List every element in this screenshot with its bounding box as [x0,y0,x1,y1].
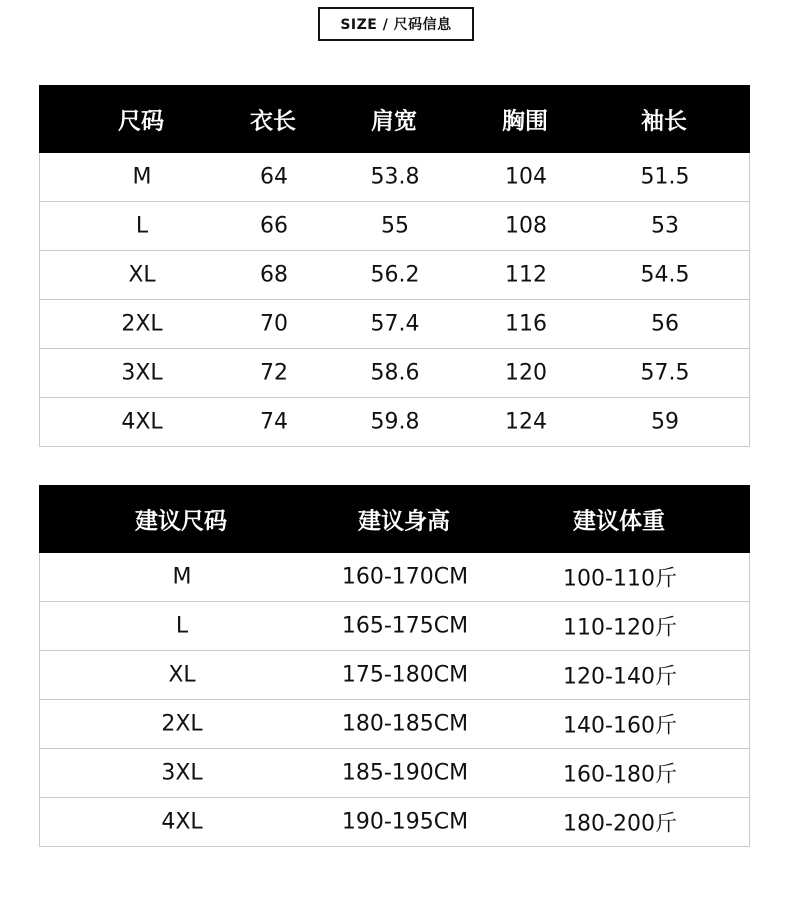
table-cell: 59 [651,409,679,435]
table-cell: L [135,213,149,239]
table-cell: 72 [260,360,288,386]
table-cell: XL [168,662,196,688]
table-cell: 2XL [121,311,163,337]
header-sleeve: 袖长 [641,108,687,135]
table-cell: 160-170CM [341,564,469,590]
table-cell: 100-110斤 [563,566,677,592]
header-chest: 胸围 [502,108,548,135]
table-cell: 180-185CM [341,711,469,737]
table-cell: 175-180CM [341,662,469,688]
header-length: 衣长 [250,108,296,135]
table-row [40,651,749,700]
table-cell: 3XL [161,760,203,786]
header-size: 尺码 [118,108,164,135]
table-cell: 53 [651,213,679,239]
table-cell: 51.5 [640,164,690,190]
table-row [40,251,749,300]
table-cell: 70 [260,311,288,337]
table-cell: M [172,564,192,590]
table-cell: 66 [260,213,288,239]
table-cell: 68 [260,262,288,288]
table-cell: 112 [505,262,547,288]
table-cell: 64 [260,164,288,190]
table-cell: 120-140斤 [563,664,677,690]
table-cell: M [132,164,152,190]
table-cell: 4XL [161,809,203,835]
table-cell: XL [128,262,156,288]
table-cell: 58.6 [370,360,420,386]
table-row [40,798,749,847]
table-row [40,153,749,202]
table-cell: 140-160斤 [563,713,677,739]
table-cell: 185-190CM [341,760,469,786]
recommendation-table [39,485,750,847]
table-cell: 2XL [161,711,203,737]
table-cell: 110-120斤 [563,615,677,641]
table-cell: 165-175CM [341,613,469,639]
header-recommended-size: 建议尺码 [135,508,227,535]
table-cell: 4XL [121,409,163,435]
size-table [39,85,750,447]
table-cell: 108 [505,213,547,239]
table-cell: 56 [651,311,679,337]
table-cell: 160-180斤 [563,762,677,788]
table-cell: 116 [505,311,547,337]
header-shoulder: 肩宽 [371,108,417,135]
table-cell: 120 [505,360,547,386]
table-cell: 54.5 [640,262,690,288]
table-cell: 55 [381,213,409,239]
table-cell: 124 [505,409,547,435]
table-cell: 3XL [121,360,163,386]
table-row [40,749,749,798]
header-recommended-weight: 建议体重 [573,508,665,535]
header-recommended-height: 建议身高 [358,508,450,535]
table-cell: 59.8 [370,409,420,435]
table-cell: L [175,613,189,639]
table-row [40,602,749,651]
table-row [40,700,749,749]
table-cell: 53.8 [370,164,420,190]
recommendation-table-header [39,485,750,553]
table-row [40,300,749,349]
table-cell: 57.4 [370,311,420,337]
table-cell: 104 [505,164,547,190]
table-cell: 57.5 [640,360,690,386]
size-table-header [39,85,750,153]
table-row [40,202,749,251]
table-cell: 180-200斤 [563,811,677,837]
table-cell: 56.2 [370,262,420,288]
table-row [40,349,749,398]
table-cell: 74 [260,409,288,435]
page-title: SIZE / 尺码信息 [318,7,474,41]
table-cell: 190-195CM [341,809,469,835]
table-row [40,398,749,447]
table-row [40,553,749,602]
